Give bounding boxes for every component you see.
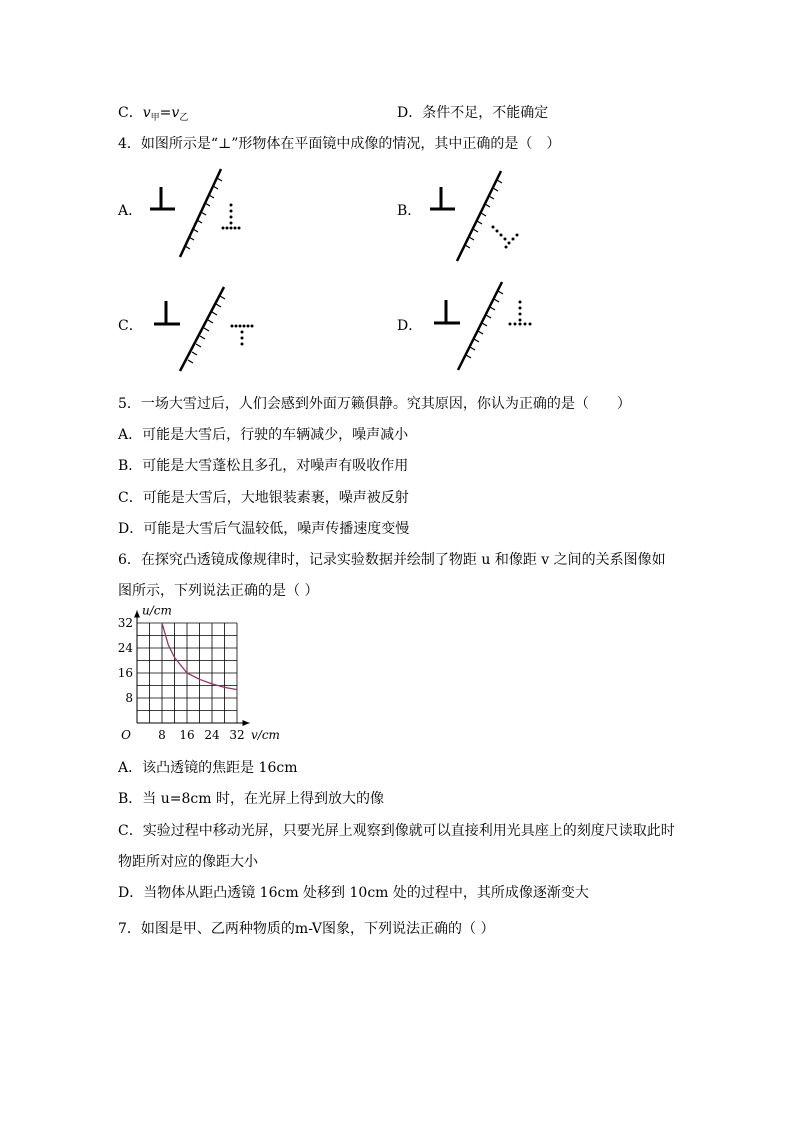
option-label: C． xyxy=(118,105,143,121)
q4-figure-a xyxy=(145,165,255,265)
y-tick-label: 16 xyxy=(117,666,133,680)
subscript-jia: 甲 xyxy=(150,113,160,123)
dotted-image xyxy=(492,226,519,249)
object-t-shape xyxy=(150,187,175,209)
plane-mirror xyxy=(458,282,503,370)
x-tick-label: 16 xyxy=(179,728,195,742)
y-tick-label: 32 xyxy=(117,616,133,630)
var-v2: v xyxy=(171,105,180,121)
y-axis-arrow xyxy=(134,611,140,618)
object-t-shape xyxy=(430,187,455,209)
x-tick-label: 32 xyxy=(229,728,245,742)
dotted-image xyxy=(509,301,532,326)
x-axis-label: v/cm xyxy=(251,728,280,742)
q6-stem-line2: 图所示，下列说法正确的是（ ） xyxy=(118,583,319,599)
plane-mirror xyxy=(180,287,225,371)
q6-stem-line1: 6．在探究凸透镜成像规律时，记录实验数据并绘制了物距 u 和像距 v 之间的关系图像如 xyxy=(118,552,666,568)
q6-option-c-line1[interactable]: C．实验过程中移动光屏，只要光屏上观察到像就可以直接利用光具座上的刻度尺读取此时 xyxy=(118,823,675,839)
x-tick-label: 24 xyxy=(204,728,220,742)
plane-mirror xyxy=(457,171,502,261)
q4-figure-c xyxy=(150,283,270,373)
q5-option-d[interactable]: D．可能是大雪后气温较低，噪声传播速度变慢 xyxy=(118,521,410,537)
uv-chart xyxy=(116,603,296,748)
x-tick-label: 8 xyxy=(158,728,166,742)
subscript-yi: 乙 xyxy=(179,113,189,123)
q5-option-c[interactable]: C．可能是大雪后，大地银装素裹，噪声被反射 xyxy=(118,490,409,506)
q4-option-d-label[interactable]: D． xyxy=(397,318,423,334)
q5-option-a[interactable]: A．可能是大雪后，行驶的车辆减少，噪声减小 xyxy=(118,427,409,443)
q4-option-a-label[interactable]: A． xyxy=(118,203,143,219)
q6-option-a[interactable]: A．该凸透镜的焦距是 16cm xyxy=(118,760,298,776)
plane-mirror xyxy=(180,169,222,257)
x-axis-arrow xyxy=(243,720,250,726)
var-v: v xyxy=(142,105,151,121)
chart-axes xyxy=(134,611,250,727)
q4-figure-b xyxy=(425,165,535,265)
q3-option-c[interactable] xyxy=(118,104,188,127)
y-tick-label: 24 xyxy=(117,641,133,655)
q5-option-b[interactable]: B．可能是大雪蓬松且多孔，对噪声有吸收作用 xyxy=(118,458,409,474)
q4-option-b-label[interactable]: B． xyxy=(397,203,422,219)
dotted-image xyxy=(231,325,254,346)
equals-sign: = xyxy=(159,105,172,121)
y-tick-label: 8 xyxy=(125,691,133,705)
q4-option-c-label[interactable]: C． xyxy=(118,318,143,334)
q3-option-d[interactable]: D．条件不足，不能确定 xyxy=(397,105,549,121)
object-t-shape xyxy=(434,300,460,323)
origin-label: O xyxy=(121,728,131,742)
q6-option-c-line2[interactable]: 物距所对应的像距大小 xyxy=(118,854,258,870)
y-axis-label: u/cm xyxy=(142,603,172,618)
q6-option-d[interactable]: D．当物体从距凸透镜 16cm 处移到 10cm 处的过程中，其所成像逐渐变大 xyxy=(118,885,589,901)
q5-stem: 5．一场大雪过后，人们会感到外面万籁俱静。究其原因，你认为正确的是（ ） xyxy=(118,396,631,412)
q6-option-b[interactable]: B．当 u=8cm 时，在光屏上得到放大的像 xyxy=(118,791,384,807)
dotted-image xyxy=(222,204,241,230)
q4-figure-d xyxy=(430,280,540,375)
q4-stem: 4．如图所示是“⊥”形物体在平面镜中成像的情况，其中正确的是（ ） xyxy=(118,136,561,152)
object-t-shape xyxy=(154,301,180,324)
q7-stem: 7．如图是甲、乙两种物质的m-V图象，下列说法正确的（ ） xyxy=(118,921,495,937)
